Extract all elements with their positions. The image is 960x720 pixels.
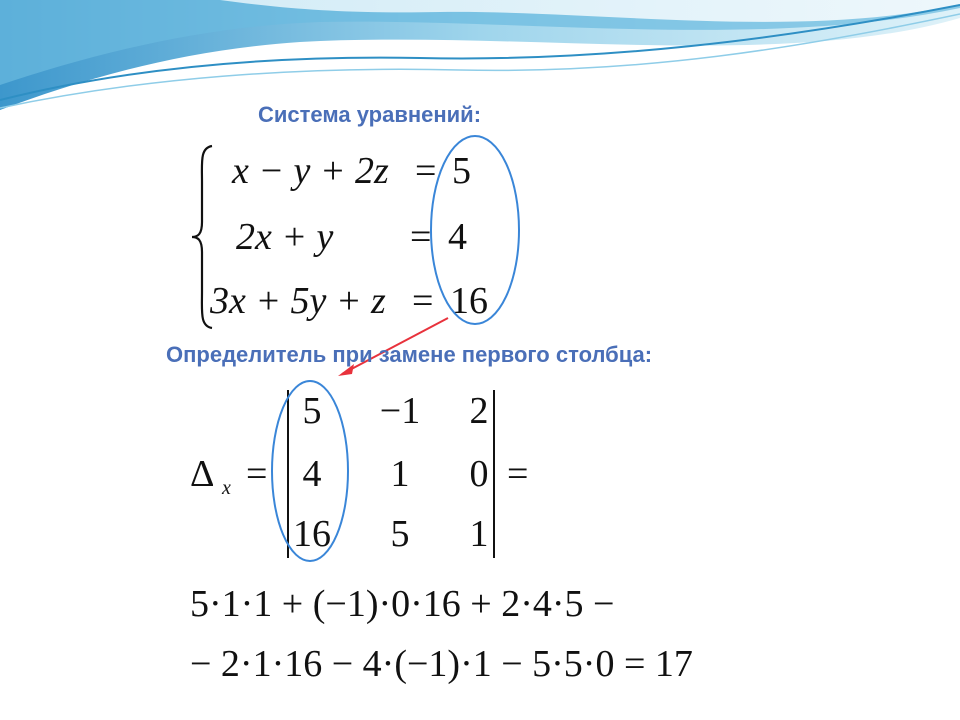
rhs-highlight-ellipse — [425, 130, 535, 330]
equation-1-lhs: x − y + 2z — [232, 150, 389, 192]
equation-3-rhs: 16 — [450, 280, 488, 322]
matrix-cell: 2 — [469, 390, 489, 432]
matrix-cell: 1 — [469, 513, 489, 555]
equation-2-eq: = — [410, 216, 432, 258]
matrix-cell: 5 — [390, 513, 410, 555]
delta-subscript: x — [222, 477, 231, 499]
expansion-line-2: − 2·1·16 − 4·(−1)·1 − 5·5·0 = 17 — [190, 643, 693, 685]
expansion-line-1: 5·1·1 + (−1)·0·16 + 2·4·5 − — [190, 583, 615, 625]
matrix-cell: 5 — [302, 390, 322, 432]
matrix-cell: −1 — [379, 390, 421, 432]
matrix-cell: 0 — [469, 453, 489, 495]
determinant-equals: = — [507, 453, 529, 495]
equation-2-lhs: 2x + y — [236, 216, 334, 258]
determinant-heading: Определитель при замене первого столбца: — [166, 342, 653, 367]
equation-2-rhs: 4 — [448, 216, 467, 258]
system-heading: Система уравнений: — [258, 102, 482, 127]
equation-3-lhs: 3x + 5y + z — [210, 280, 386, 322]
equation-1-rhs: 5 — [452, 150, 471, 192]
matrix-cell: 4 — [302, 453, 322, 495]
delta-symbol: Δ — [190, 453, 215, 495]
first-column-ellipse — [266, 376, 356, 566]
delta-equals: = — [246, 453, 268, 495]
matrix-cell: 16 — [293, 513, 331, 555]
equation-3-eq: = — [412, 280, 434, 322]
matrix-cell: 1 — [390, 453, 410, 495]
equation-1-eq: = — [415, 150, 437, 192]
